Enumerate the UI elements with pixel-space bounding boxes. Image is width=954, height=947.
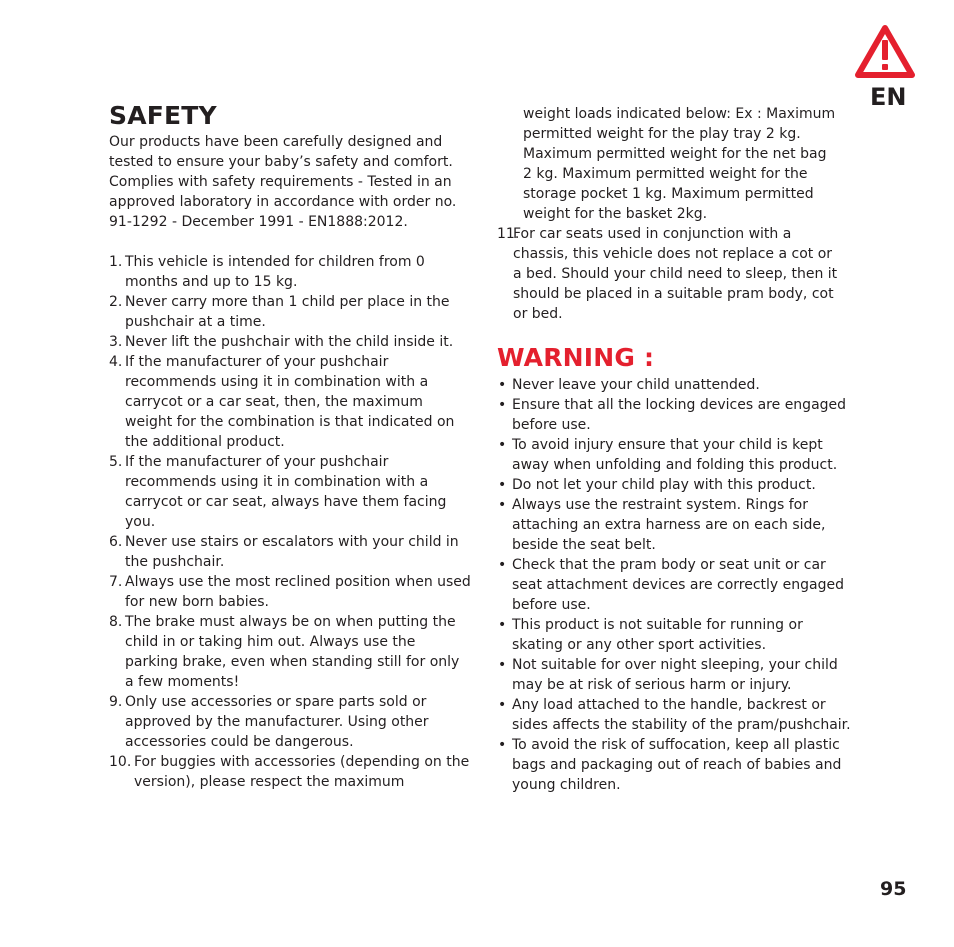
list-item: 3. Never lift the pushchair with the child inside it. xyxy=(109,334,454,350)
list-item: 7. Always use the most reclined position when used for new born babies. xyxy=(109,574,471,610)
warning-list xyxy=(497,375,853,795)
warning-heading: WARNING : xyxy=(497,343,655,372)
list-item: • Never leave your child unattended. xyxy=(498,377,760,393)
list-item: • To avoid the risk of suffocation, keep all plastic bags and packaging out of reach of babies and young children. xyxy=(498,737,842,793)
list-item: • Ensure that all the locking devices are engaged before use. xyxy=(498,397,847,433)
list-item: 9. Only use accessories or spare parts sold or approved by the manufacturer. Using other accessories could be dangerous. xyxy=(109,694,429,750)
list-item: • Not suitable for over night sleeping, your child may be at risk of serious harm or injury. xyxy=(498,657,838,693)
list-item: 2. Never carry more than 1 child per place in the pushchair at a time. xyxy=(109,294,450,330)
safety-heading: SAFETY xyxy=(109,101,217,130)
language-badge: EN xyxy=(870,83,907,111)
warning-triangle-icon xyxy=(854,24,916,80)
list-item: 4. If the manufacturer of your pushchair recommends using it in combination with a carrycot or a car seat, then, the maximum weight for the combination is that indicated on the additional product. xyxy=(109,354,455,450)
list-item: 11. For car seats used in conjunction with a chassis, this vehicle does not replace a cot or a bed. Should your child need to sleep, then it should be placed in a suitable pram body, cot or bed. xyxy=(497,226,838,322)
list-item-continued: weight loads indicated below: Ex : Maximum permitted weight for the play tray 2 kg. Maximum permitted weight for the net bag 2 kg. Maximum permitted weight for the storage pocket 1 kg. Maximum permitted weight for the basket 2kg. xyxy=(523,106,836,222)
list-item: • Always use the restraint system. Rings for attaching an extra harness are on each side, beside the seat belt. xyxy=(498,497,826,553)
list-item: 1. This vehicle is intended for children from 0 months and up to 15 kg. xyxy=(109,254,425,290)
list-item: • Check that the pram body or seat unit or car seat attachment devices are correctly engaged before use. xyxy=(498,557,845,613)
list-item: 8. The brake must always be on when putting the child in or taking him out. Always use the parking brake, even when standing still for only a few moments! xyxy=(109,614,460,690)
list-item: 5. If the manufacturer of your pushchair recommends using it in combination with a carrycot or car seat, always have them facing you. xyxy=(109,454,447,530)
list-item: 10. For buggies with accessories (depending on the version), please respect the maximum xyxy=(109,754,470,790)
list-item: • Any load attached to the handle, backrest or sides affects the stability of the pram/pushchair. xyxy=(498,697,851,733)
page-number: 95 xyxy=(880,878,907,900)
safety-list xyxy=(109,252,471,792)
list-item: • This product is not suitable for running or skating or any other sport activities. xyxy=(498,617,803,653)
safety-intro: Our products have been carefully designed and tested to ensure your baby’s safety and comfort. Complies with safety requirements - Tested in an approved laboratory in accordance with order no. 91-1292 - December 1991 - EN1888:2012. xyxy=(109,134,457,230)
list-item: 6. Never use stairs or escalators with your child in the pushchair. xyxy=(109,534,459,570)
safety-list-continued xyxy=(497,104,839,324)
list-item: • To avoid injury ensure that your child is kept away when unfolding and folding this product. xyxy=(498,437,838,473)
list-item: • Do not let your child play with this product. xyxy=(498,477,816,493)
